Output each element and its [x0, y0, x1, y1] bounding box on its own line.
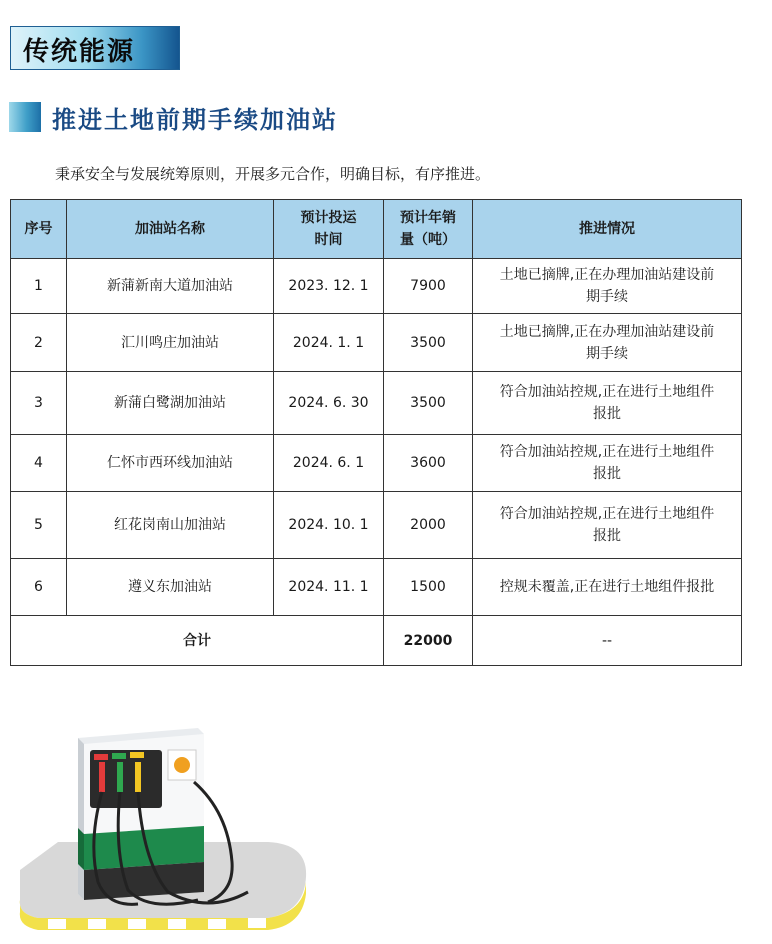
category-banner	[10, 26, 180, 70]
table-row	[11, 492, 742, 559]
row-name: 新蒲新南大道加油站	[67, 259, 274, 314]
row-date: 2024. 10. 1	[274, 492, 384, 559]
row-status: 控规未覆盖,正在进行土地组件报批	[473, 559, 742, 616]
table-row	[11, 435, 742, 492]
section-intro: 秉承安全与发展统筹原则，开展多元合作，明确目标，有序推进。	[55, 165, 491, 183]
row-name: 汇川鸣庄加油站	[67, 314, 274, 372]
header-name: 加油站名称	[67, 200, 274, 259]
header-no: 序号	[11, 200, 67, 259]
table-row	[11, 372, 742, 435]
row-no: 4	[11, 435, 67, 492]
row-date: 2024. 6. 30	[274, 372, 384, 435]
header-date: 预计投运 时间	[274, 200, 384, 259]
row-date: 2024. 1. 1	[274, 314, 384, 372]
gas-station-table	[10, 199, 742, 666]
row-sales: 3500	[384, 372, 473, 435]
section-marker	[9, 102, 41, 132]
row-date: 2023. 12. 1	[274, 259, 384, 314]
row-date: 2024. 11. 1	[274, 559, 384, 616]
table-header-row	[11, 200, 742, 259]
row-status: 符合加油站控规,正在进行土地组件 报批	[473, 492, 742, 559]
total-label: 合计	[11, 616, 384, 666]
row-sales: 7900	[384, 259, 473, 314]
table-row	[11, 559, 742, 616]
header-sales: 预计年销 量（吨）	[384, 200, 473, 259]
row-status: 土地已摘牌,正在办理加油站建设前 期手续	[473, 259, 742, 314]
row-no: 5	[11, 492, 67, 559]
table-row	[11, 314, 742, 372]
row-status: 符合加油站控规,正在进行土地组件 报批	[473, 435, 742, 492]
category-title: 传统能源	[23, 37, 136, 67]
total-status: --	[473, 616, 742, 666]
row-sales: 3500	[384, 314, 473, 372]
row-no: 3	[11, 372, 67, 435]
row-name: 仁怀市西环线加油站	[67, 435, 274, 492]
total-sales: 22000	[384, 616, 473, 666]
row-name: 红花岗南山加油站	[67, 492, 274, 559]
row-sales: 3600	[384, 435, 473, 492]
fuel-pump-icon	[18, 722, 313, 932]
row-name: 遵义东加油站	[67, 559, 274, 616]
section-title: 推进土地前期手续加油站	[52, 106, 338, 134]
table-row	[11, 259, 742, 314]
row-sales: 2000	[384, 492, 473, 559]
row-no: 2	[11, 314, 67, 372]
header-status: 推进情况	[473, 200, 742, 259]
row-name: 新蒲白鹭湖加油站	[67, 372, 274, 435]
row-no: 6	[11, 559, 67, 616]
row-no: 1	[11, 259, 67, 314]
table-total-row	[11, 616, 742, 666]
row-status: 符合加油站控规,正在进行土地组件 报批	[473, 372, 742, 435]
row-date: 2024. 6. 1	[274, 435, 384, 492]
row-sales: 1500	[384, 559, 473, 616]
row-status: 土地已摘牌,正在办理加油站建设前 期手续	[473, 314, 742, 372]
